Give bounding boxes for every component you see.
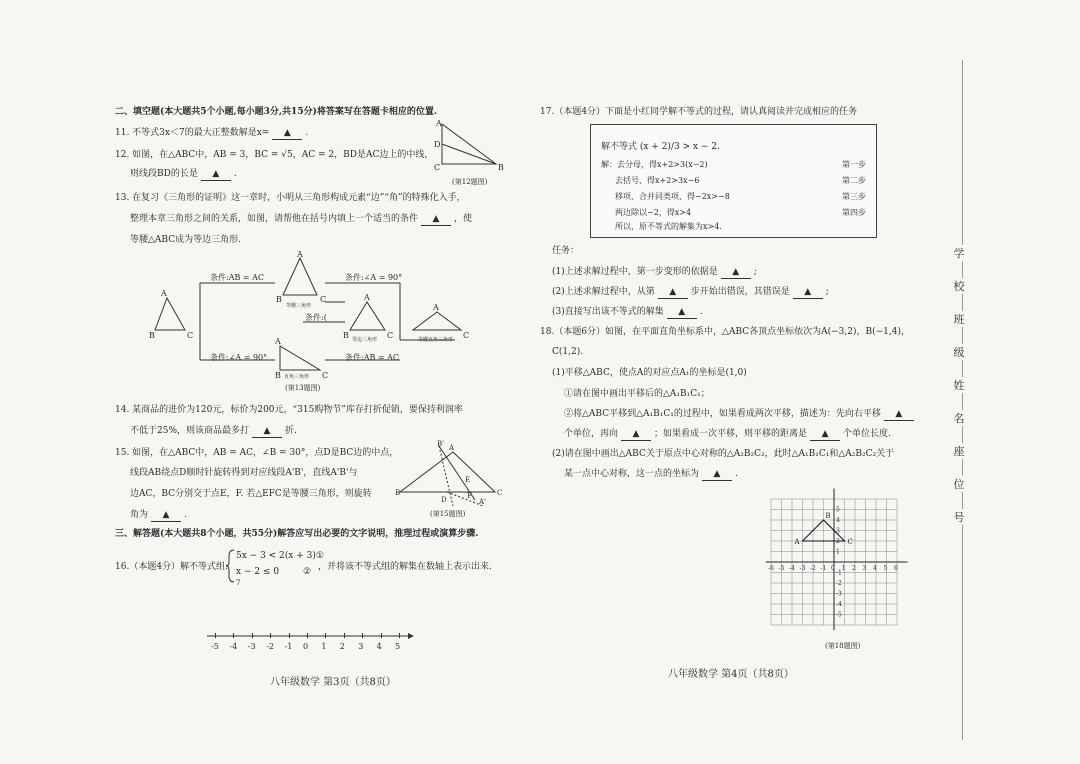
fig13-cond3: 条件:( (305, 313, 327, 322)
q16-suffix: ，并将该不等式组的解集在数轴上表示出来. (318, 562, 492, 572)
number-line-label: -1 (284, 642, 293, 651)
number-line-label: 3 (358, 642, 364, 651)
q17-step2: 去括号，得x+2>3x−6 (615, 176, 700, 185)
number-line-tick (399, 633, 400, 638)
task3: (3)直接写出该不等式的解集 ▲ . (552, 307, 703, 317)
number-line-tick (289, 633, 290, 638)
svg-text:B': B' (437, 440, 445, 448)
number-line-tick (344, 633, 345, 638)
number-line-tick (362, 633, 363, 638)
x-tick-label: -2 (810, 565, 816, 572)
x-tick-label: -3 (799, 565, 806, 572)
number-line-label: -5 (211, 642, 219, 651)
svg-text:A: A (275, 337, 281, 346)
q13-line2: 整理本章三角形之间的关系，如图，请帮他在括号内填上一个适当的条件 ▲ ，使 (130, 214, 473, 224)
y-tick-label: 2 (836, 538, 840, 545)
q16-ineq1: 5x − 3 < 2(x + 3)① (236, 551, 324, 561)
number-line-label: 0 (303, 642, 309, 651)
q17-problem: 解不等式 (x + 2)/3 > x − 2. (601, 142, 720, 152)
page4-footer: 八年级数学 第4页（共8页） (668, 669, 794, 680)
svg-text:A: A (449, 444, 455, 452)
svg-text:A: A (436, 119, 442, 128)
q17-step5: 所以，原不等式的解集为x>4. (615, 222, 722, 231)
fig13-iso-label: 等腰三角形 (286, 303, 312, 309)
q16-circ2: ② (303, 567, 312, 577)
number-line-label: -4 (229, 642, 238, 651)
fig13-isoright-label: 等腰直角三角形 (418, 337, 454, 343)
q18-part1c: 个单位，再向 ▲ ；如果看成一次平移，则平移的距离是 ▲ 个单位长度. (564, 429, 891, 439)
page3-footer: 八年级数学 第3页（共8页） (270, 677, 396, 688)
svg-text:F: F (467, 492, 472, 500)
svg-text:A: A (433, 303, 439, 312)
q17-step1: 解：去分母，得x+2>3(x−2) (601, 160, 708, 169)
q15-line4: 角为 ▲ . (130, 510, 187, 520)
binding-line (962, 60, 975, 740)
x-tick-label: -5 (778, 565, 785, 572)
x-tick-label: 0 (831, 565, 835, 572)
svg-text:D: D (434, 140, 441, 149)
binding-char: 位 (953, 478, 965, 491)
number-line-tick (233, 633, 234, 638)
svg-text:C: C (322, 371, 329, 380)
q18-part2: (2)请在图中画出△ABC关于原点中心对称的△A₂B₂C₂，此时△A₁B₁C₁和△A₂B₂C₂关于 (552, 449, 895, 459)
y-tick-label: 5 (836, 506, 840, 514)
fig13-cond1: 条件:AB = AC (210, 273, 265, 282)
x-tick-label: -4 (789, 565, 795, 572)
section3-title: 三、解答题(本大题共8个小题，共55分)解答应写出必要的文字说明，推理过程或演算步骤. (115, 529, 479, 539)
fig13-cond5: 条件:AB = AC (345, 353, 400, 362)
binding-char: 学 (953, 247, 965, 260)
q16-brace (226, 548, 236, 584)
svg-text:C: C (434, 163, 441, 172)
fig15-caption: (第15题图) (430, 510, 466, 518)
number-line-tick (252, 633, 253, 638)
number-line-tick (307, 633, 308, 638)
svg-text:A': A' (479, 498, 486, 506)
y-tick-label: -2 (836, 580, 842, 587)
x-tick-label: -1 (820, 565, 827, 572)
vertex-label-c: C (847, 538, 853, 546)
binding-char: 班 (953, 313, 965, 326)
q13-line1: 13. 在复习《三角形的证明》这一章时，小明从三角形构成元素“边”“角”的特殊化入手， (115, 193, 466, 203)
figure-15 (395, 442, 510, 507)
q17-step4: 两边除以−2，得x>4 (615, 208, 692, 217)
svg-text:B: B (395, 489, 401, 497)
svg-text:A: A (161, 289, 167, 298)
svg-text:C: C (187, 331, 194, 340)
section2-title: 二、填空题(本大题共5个小题,每小题3分,共15分)将答案写在答题卡相应的位置. (115, 107, 437, 117)
q15-line2: 线段AB绕点D顺时针旋转得到对应线段A'B'，直线A'B'与 (130, 468, 358, 478)
x-tick-label: 1 (841, 565, 846, 572)
q15-line3: 边AC，BC分别交于点E，F. 若△EFC是等腰三角形，则旋转 (130, 489, 372, 499)
x-tick-label: 5 (883, 565, 888, 572)
y-tick-label: -5 (836, 611, 842, 619)
q14-line1: 14. 某商品的进价为120元，标价为200元，“315购物节”库存打折促销，要保持利润率 (115, 405, 463, 415)
fig13-caption: (第13题图) (285, 384, 321, 392)
fig13-cond4: 条件:∠A = 90° (210, 353, 268, 362)
binding-char: 座 (953, 445, 965, 458)
number-line-label: 5 (395, 642, 401, 651)
svg-text:E: E (465, 476, 471, 484)
svg-text:A: A (364, 293, 370, 302)
q14-line2: 不低于25%，则该商品最多打 ▲ 折. (130, 426, 297, 436)
task2: (2)上述求解过程中，从第 ▲ 步开始出错误，其错误是 ▲ ; (552, 287, 829, 297)
y-tick-label: 4 (836, 517, 840, 524)
svg-text:B: B (343, 331, 349, 340)
q11: 11. 不等式3x＜7的最大正整数解是x= ▲ . (115, 128, 309, 138)
binding-char: 号 (953, 511, 965, 524)
q16-ineq2: x − 2 ≤ 0 (236, 567, 280, 577)
q15-line1: 15. 如图，在△ABC中，AB = AC，∠B = 30°，点D是BC边的中点， (115, 448, 399, 458)
number-line-label: -3 (247, 642, 256, 651)
task1: (1)上述求解过程中，第一步变形的依据是 ▲ ; (552, 267, 757, 277)
svg-text:A: A (297, 250, 303, 259)
q17-step3-tag: 第三步 (842, 192, 866, 201)
number-line-label: -2 (266, 642, 274, 651)
y-tick-label: -3 (836, 590, 842, 598)
fig12-caption: (第12题图) (452, 178, 488, 186)
number-line-tick (325, 633, 326, 638)
fig18-caption: (第18题图) (825, 642, 861, 650)
q17-step4-tag: 第四步 (842, 208, 866, 217)
svg-text:B: B (276, 295, 282, 304)
svg-text:C: C (463, 331, 470, 340)
fig13-cond2: 条件:∠A = 90° (345, 273, 403, 282)
q17-step2-tag: 第二步 (842, 176, 866, 185)
number-line-tick (381, 633, 382, 638)
fig13-right-label: 直角三角形 (284, 374, 310, 380)
q18-line2: C(1,2). (552, 347, 584, 357)
figure-18-grid (770, 496, 930, 646)
x-tick-label: 6 (894, 565, 898, 572)
x-tick-label: 2 (852, 565, 856, 572)
q12-line1: 12. 如图，在△ABC中，AB = 3，BC = √5，AC = 2，BD是AC边上的中线， (115, 150, 434, 160)
q18-line1: 18.（本题6分）如图，在平面直角坐标系中，△ABC各顶点坐标依次为A(−3,2)，B(−1,4)， (540, 327, 910, 337)
svg-text:B: B (498, 163, 504, 172)
y-tick-label: 1 (836, 548, 840, 556)
number-line-tick (270, 633, 271, 638)
x-tick-label: -6 (768, 565, 774, 572)
binding-char: 名 (953, 412, 965, 425)
number-line-label: 2 (339, 642, 345, 651)
y-tick-label: -1 (836, 569, 842, 577)
svg-text:D: D (441, 496, 447, 504)
q16-prefix: 16.（本题4分）解不等式组: (115, 562, 229, 572)
vertex-label-a: A (794, 538, 800, 546)
right-page (540, 0, 960, 764)
q13-line3: 等腰△ABC成为等边三角形. (130, 235, 241, 245)
y-tick-label: -4 (836, 601, 842, 608)
number-line-label: 1 (321, 642, 327, 651)
q17-title: 17.（本题4分）下面是小红同学解不等式的过程，请认真阅读并完成相应的任务 (540, 107, 858, 117)
number-line-tick (215, 633, 216, 638)
q18-part2b: 某一点中心对称，这一点的坐标为 ▲ . (564, 469, 738, 479)
svg-text:C: C (497, 489, 503, 497)
x-tick-label: 4 (873, 565, 877, 572)
binding-char: 级 (953, 346, 965, 359)
q16-ineq2-den: 7 (236, 579, 241, 587)
q18-part1b: ②将△ABC平移到△A₁B₁C₁的过程中，如果看成两次平移，描述为：先向右平移 ▲ (564, 408, 917, 421)
svg-text:C: C (387, 331, 394, 340)
vertex-label-b: B (825, 512, 831, 520)
fig13-equi-label: 等边三角形 (352, 337, 378, 343)
svg-text:C: C (320, 295, 327, 304)
y-tick-label: 3 (836, 527, 840, 535)
x-tick-label: 3 (862, 565, 867, 572)
q18-part1: (1)平移△ABC，使点A的对应点A₁的坐标是(1,0) (552, 368, 747, 378)
binding-char: 校 (953, 280, 965, 293)
svg-text:B: B (149, 331, 155, 340)
number-line-label: 4 (376, 642, 382, 651)
task-label: 任务： (552, 246, 580, 256)
q17-step3: 移项，合并同类项，得−2x>−8 (615, 192, 730, 201)
q17-solution-box (590, 124, 877, 238)
q12-line2: 则线段BD的长是 ▲ . (130, 169, 237, 179)
binding-char: 姓 (953, 379, 965, 392)
q18-part1a: ①请在图中画出平移后的△A₁B₁C₁； (564, 389, 710, 399)
svg-text:B: B (275, 371, 281, 380)
q17-step1-tag: 第一步 (842, 160, 866, 169)
